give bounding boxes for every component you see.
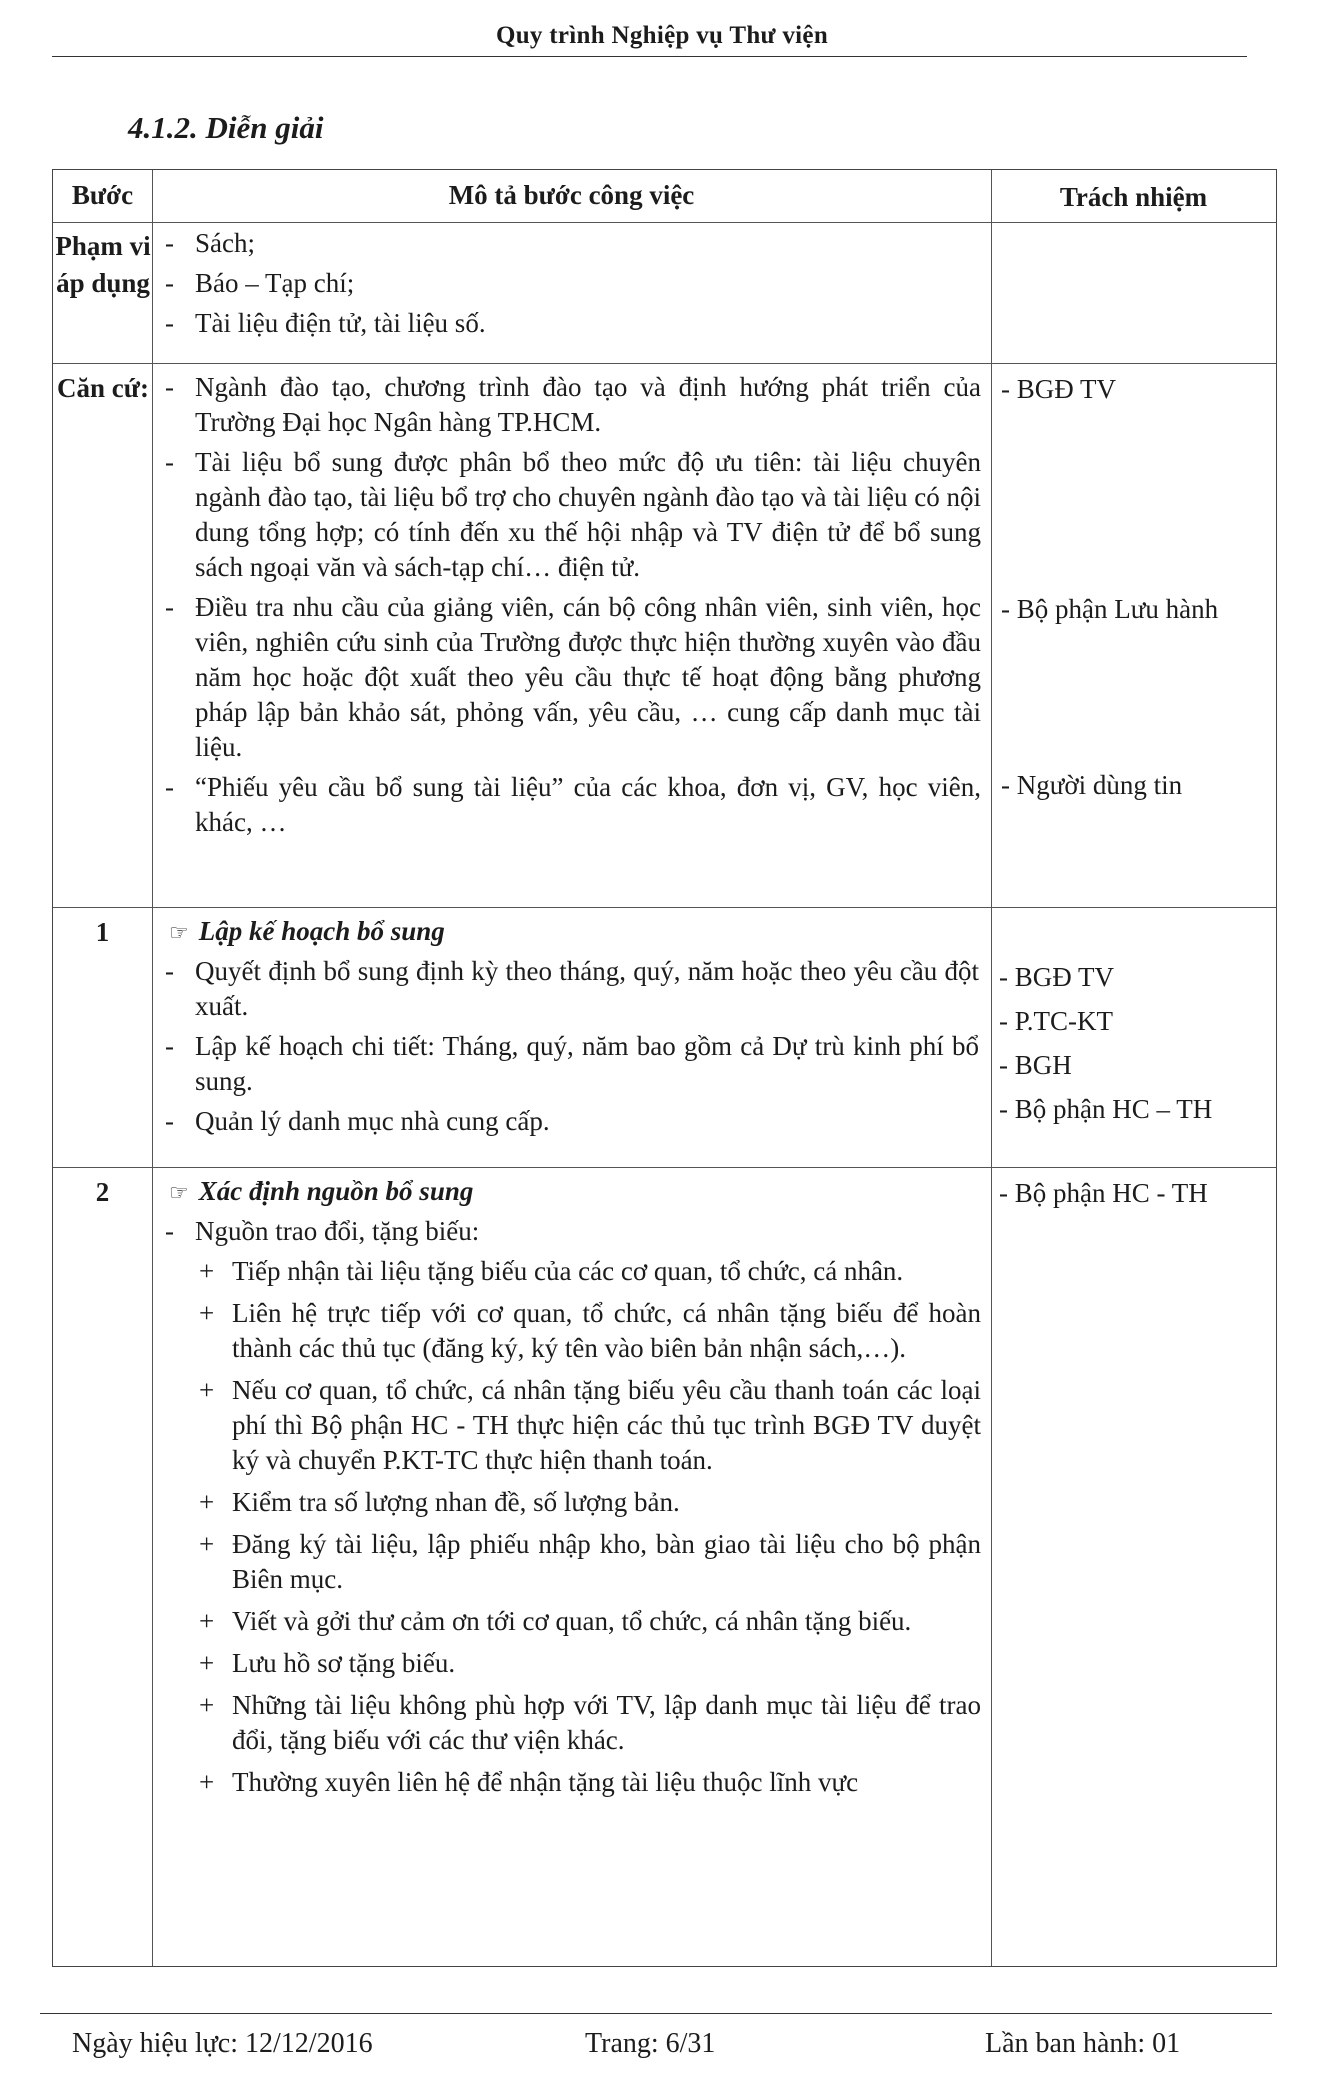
header-description: Mô tả bước công việc <box>448 180 695 210</box>
sub-item: + Liên hệ trực tiếp với cơ quan, tổ chức, cá nhân tặng biếu để hoàn thành các thủ tục (đăng ký, ký tên vào biên bản nhận sách,…). <box>199 1298 981 1363</box>
step-2-responsibility: - Bộ phận HC - TH <box>999 1178 1208 1208</box>
sub-item: + Kiểm tra số lượng nhan đề, số lượng bản. <box>199 1487 680 1517</box>
footer-divider <box>40 2013 1272 2014</box>
step-1-number: 1 <box>95 917 110 947</box>
header-step: Bước <box>71 180 134 210</box>
list-item: - Tài liệu điện tử, tài liệu số. <box>165 308 486 338</box>
pointing-hand-icon: ☞ <box>169 1180 189 1205</box>
page-header-title: Quy trình Nghiệp vụ Thư viện <box>495 22 829 49</box>
sub-item: + Thường xuyên liên hệ để nhận tặng tài liệu thuộc lĩnh vực <box>199 1767 859 1797</box>
procedure-table <box>52 169 1277 1967</box>
list-item: - Báo – Tạp chí; <box>165 268 355 298</box>
step-2-title: ☞ Xác định nguồn bổ sung <box>169 1176 474 1206</box>
basis-description <box>159 370 981 845</box>
row-divider <box>53 1167 1276 1168</box>
step-1-responsibilities: - BGĐ TV - P.TC-KT - BGH - Bộ phận HC – TH <box>999 962 1213 1124</box>
step-2-description <box>159 1174 981 1807</box>
sub-item: + Nếu cơ quan, tổ chức, cá nhân tặng biếu yêu cầu thanh toán các loại phí thì Bộ phận HC - TH thực hiện các thủ tục trình BGĐ TV duyệt ký và chuyển P.KT-TC thực hiện thanh toán. <box>199 1375 981 1475</box>
row-divider <box>53 907 1276 908</box>
list-item: - “Phiếu yêu cầu bổ sung tài liệu” của các khoa, đơn vị, GV, học viên, khác, … <box>165 772 981 837</box>
list-item: - Lập kế hoạch chi tiết: Tháng, quý, năm bao gồm cả Dự trù kinh phí bổ sung. <box>165 1031 979 1096</box>
list-item: - Ngành đào tạo, chương trình đào tạo và định hướng phát triển của Trường Đại học Ngân hàng TP.HCM. <box>165 372 981 437</box>
section-title: 4.1.2. Diễn giải <box>128 110 324 145</box>
list-item: - Nguồn trao đổi, tặng biếu: <box>165 1216 480 1246</box>
header-divider <box>52 56 1247 57</box>
sub-item: + Tiếp nhận tài liệu tặng biếu của các cơ quan, tổ chức, cá nhân. <box>199 1256 904 1286</box>
footer-page-number: Trang: 6/31 <box>585 2028 716 2059</box>
sub-item: + Viết và gởi thư cảm ơn tới cơ quan, tổ chức, cá nhân tặng biếu. <box>199 1606 912 1636</box>
scope-label: Phạm vi áp dụng <box>55 231 151 298</box>
row-divider <box>53 363 1276 364</box>
column-divider <box>152 170 153 1966</box>
scope-description <box>159 226 979 346</box>
list-item: - Quyết định bổ sung định kỳ theo tháng, quý, năm hoặc theo yêu cầu đột xuất. <box>165 956 979 1021</box>
footer-edition: Lần ban hành: 01 <box>985 2028 1181 2059</box>
list-item: - Tài liệu bổ sung được phân bổ theo mức độ ưu tiên: tài liệu chuyên ngành đào tạo, tài liệu bổ trợ cho chuyên ngành đào tạo và tài liệu có nội dung tổng hợp; có tính đến xu thế hội nhập và TV điện tử để bổ sung sách ngoại văn và sách-tạp chí… điện tử. <box>165 447 981 582</box>
step-2-number: 2 <box>95 1177 110 1207</box>
row-divider <box>53 222 1276 223</box>
step-1-description <box>159 914 979 1144</box>
header-responsibility: Trách nhiệm <box>1059 182 1208 212</box>
list-item: - Điều tra nhu cầu của giảng viên, cán bộ công nhân viên, sinh viên, học viên, nghiên cứu sinh của Trường được thực hiện thường xuyên vào đầu năm học hoặc đột xuất theo yêu cầu thực tế hoạt động bằng phương pháp lập bản khảo sát, phỏng vấn, yêu cầu, … cung cấp danh mục tài liệu. <box>165 592 981 762</box>
list-item: - Sách; <box>165 228 255 258</box>
step-1-title: ☞ Lập kế hoạch bổ sung <box>169 916 445 946</box>
column-divider <box>991 170 992 1966</box>
footer-effective-date: Ngày hiệu lực: 12/12/2016 <box>72 2028 373 2059</box>
basis-responsibility-2: - Bộ phận Lưu hành <box>1001 594 1219 624</box>
sub-item: + Những tài liệu không phù hợp với TV, lập danh mục tài liệu để trao đổi, tặng biếu với các thư viện khác. <box>199 1690 981 1755</box>
basis-responsibility-1: - BGĐ TV <box>1001 374 1117 404</box>
sub-item: + Lưu hồ sơ tặng biếu. <box>199 1648 456 1678</box>
pointing-hand-icon: ☞ <box>169 920 189 945</box>
list-item: - Quản lý danh mục nhà cung cấp. <box>165 1106 550 1136</box>
basis-label: Căn cứ: <box>57 373 149 403</box>
sub-item: + Đăng ký tài liệu, lập phiếu nhập kho, bàn giao tài liệu cho bộ phận Biên mục. <box>199 1529 981 1594</box>
basis-responsibility-3: - Người dùng tin <box>1001 770 1183 800</box>
